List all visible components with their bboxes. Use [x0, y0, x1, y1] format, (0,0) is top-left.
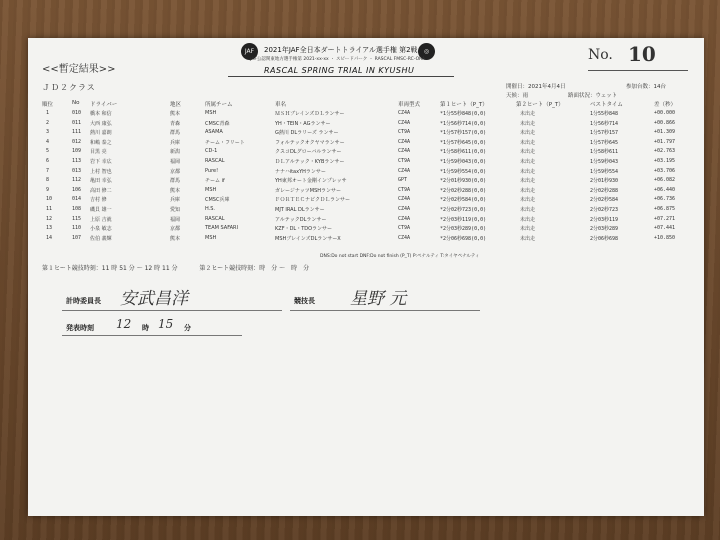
car-number-cell: 115	[72, 215, 82, 222]
rank-cell: 3	[46, 129, 50, 136]
car-name-cell: クスコDLグローバルランサー	[275, 149, 342, 156]
heat1-cell: *2分03秒119(0,0)	[440, 216, 487, 223]
heat2-cell: 未出走	[520, 120, 536, 127]
club-logo-icon: ◎	[418, 43, 435, 60]
divider	[588, 70, 688, 71]
driver-cell: 佐伯 義輝	[90, 235, 112, 242]
signature-line	[62, 310, 282, 311]
rank-cell: 12	[46, 215, 53, 222]
diff-cell: +06.440	[654, 186, 676, 193]
car-name-cell: ＤＬアルテック・KYBランサー	[275, 159, 345, 165]
car-name-cell: YH・TEIN・AGランサー	[275, 120, 331, 127]
diff-cell: +01.797	[654, 138, 676, 145]
heat2-cell: 未出走	[520, 159, 536, 165]
col-heat1-header: 第１ヒート（P_T）	[440, 102, 488, 108]
rank-cell: 10	[46, 196, 53, 203]
best-time-cell: 2分03秒289	[590, 226, 619, 233]
rank-cell: 14	[46, 234, 53, 241]
car-number-cell: 013	[72, 167, 82, 174]
model-cell: CZ4A	[398, 234, 411, 241]
page-number-label: No.	[588, 47, 613, 63]
timing-chief-signature: 安武昌洋	[120, 289, 188, 309]
model-cell: CZ4A	[398, 119, 411, 126]
class-name: ＪＤ２クラス	[42, 83, 96, 92]
area-cell: 兵庫	[170, 139, 181, 146]
legend-note: DNS:Do not start DNF:Do not finish (P_T) P:ペナルティ T:タイヤペナルティ	[320, 254, 480, 259]
model-cell: CZ4A	[398, 138, 411, 145]
best-time-cell: 1分59秒043	[590, 159, 619, 165]
car-number-cell: 109	[72, 148, 82, 155]
heat1-cell: *1分59秒043(0,0)	[440, 159, 487, 165]
area-cell: 京都	[170, 226, 181, 233]
best-time-cell: 2分02秒723	[590, 207, 619, 213]
area-cell: 熊本	[170, 235, 181, 242]
col-car-header: 車名	[275, 102, 287, 108]
area-cell: 熊本	[170, 111, 181, 117]
divider	[228, 76, 454, 77]
team-cell: CD-1	[205, 148, 218, 155]
area-cell: 愛知	[170, 207, 181, 213]
col-model-header: 車両型式	[398, 102, 421, 108]
team-cell: Pure!	[205, 167, 219, 174]
heat1-cell: *2分02秒584(0,0)	[440, 197, 487, 204]
heat2-cell: 未出走	[520, 235, 536, 242]
heat1-cell: *2分02秒288(0,0)	[440, 187, 487, 194]
jaf-logo-icon: JAF	[241, 43, 258, 60]
heat2-cell: 未出走	[520, 130, 536, 137]
car-number-cell: 110	[72, 225, 82, 232]
event-subtitle: JAF公認関東地方選手権第 2021-xx-xx ・ スピードパーク ・ RASCAL FMSC-RC-ORA	[250, 57, 426, 62]
driver-cell: 和嶋 泰之	[90, 139, 112, 146]
col-best-header: ベストタイム	[590, 102, 623, 108]
rank-cell: 4	[46, 138, 50, 145]
heat2-cell: 未出走	[520, 187, 536, 194]
event-english-title: RASCAL SPRING TRIAL IN KYUSHU	[264, 66, 415, 75]
diff-cell: +00.866	[654, 119, 676, 126]
col-heat2-header: 第２ヒート（P_T）	[516, 102, 564, 108]
driver-cell: 熱川 嘉朗	[90, 130, 112, 137]
date-value: 2021年4月4日	[528, 84, 566, 90]
diff-cell: +02.763	[654, 148, 676, 155]
car-name-cell: ガレージナッツMSHランサー	[275, 187, 342, 194]
driver-cell: 上原 吉就	[90, 216, 112, 223]
release-hour-unit: 時	[142, 324, 149, 332]
entry-count	[626, 82, 666, 90]
car-name-cell: KZF・DL・TDOランサー	[275, 226, 333, 233]
best-time-cell: 1分57秒157	[590, 130, 619, 137]
car-name-cell: G熱川 DLラリーズ ランサー	[275, 130, 339, 137]
heat2-cell: 未出走	[520, 197, 536, 204]
rank-cell: 7	[46, 167, 50, 174]
model-cell: GPT	[398, 177, 408, 184]
car-name-cell: ＭＳＨブレインズＤＬランサー	[275, 111, 345, 117]
car-number-cell: 108	[72, 206, 82, 212]
team-cell: チーム・フリート	[205, 139, 245, 146]
driver-cell: 上村 智也	[90, 168, 112, 175]
driver-cell: 岩下 幸広	[90, 159, 112, 165]
team-cell: MSH	[205, 110, 217, 116]
diff-cell: +00.000	[654, 110, 676, 116]
heat1-cell: *2分01秒930(0,0)	[440, 178, 487, 185]
model-cell: CZ4A	[398, 110, 411, 116]
heat1-cell: *2分02秒723(0,0)	[440, 207, 487, 213]
release-minute-unit: 分	[184, 324, 191, 332]
heat2-cell: 未出走	[520, 207, 536, 213]
best-time-cell: 2分06秒698	[590, 235, 619, 242]
heat2-cell: 未出走	[520, 139, 536, 146]
driver-cell: 高田 修二	[90, 187, 112, 194]
road-label: 路面状況：	[568, 93, 596, 99]
model-cell: CT9A	[398, 158, 411, 164]
diff-cell: +01.309	[654, 129, 676, 136]
model-cell: CT9A	[398, 186, 411, 193]
weather-label: 天候：	[506, 93, 523, 99]
heat1-cell: *2分03秒289(0,0)	[440, 226, 487, 233]
provisional-results-title: <<暫定結果>>	[42, 64, 116, 75]
weather-value: 雨	[522, 93, 529, 99]
model-cell: CT9A	[398, 129, 411, 136]
rank-cell: 6	[46, 158, 50, 164]
team-cell: TEAM SAFARI	[205, 225, 239, 232]
heat-times	[42, 263, 309, 272]
team-cell: H.S.	[205, 206, 216, 212]
area-cell: 新潟	[170, 149, 181, 156]
col-driver-header: ドライバー	[90, 102, 118, 108]
heat1-time-value: 11 時 51 分 〜 12 時 11 分	[101, 265, 178, 272]
driver-cell: 磯貝 雄一	[90, 207, 112, 213]
car-name-cell: ナナハitaxYHランサー	[275, 168, 326, 175]
heat2-time-label: 第２ヒート競技時刻：	[199, 265, 260, 272]
best-time-cell: 1分56秒714	[590, 120, 619, 127]
release-minute: 15	[158, 317, 174, 331]
signature-line	[290, 310, 480, 311]
car-number-cell: 011	[72, 119, 82, 126]
car-number-cell: 111	[72, 129, 82, 136]
heat2-cell: 未出走	[520, 178, 536, 185]
driver-cell: 橋本 和信	[90, 111, 112, 117]
car-number-cell: 014	[72, 196, 82, 203]
rank-cell: 5	[46, 148, 50, 155]
heat2-cell: 未出走	[520, 216, 536, 223]
diff-cell: +03.706	[654, 167, 676, 174]
race-director-signature: 星野 元	[350, 289, 407, 309]
signature-line	[62, 335, 242, 336]
driver-cell: 亀田 幸弘	[90, 178, 112, 185]
best-time-cell: 2分01秒930	[590, 178, 619, 185]
entries-value: 14台	[653, 84, 667, 90]
car-number-cell: 107	[72, 234, 82, 241]
col-no-header: No	[72, 100, 80, 106]
diff-cell: +07.441	[654, 225, 676, 232]
diff-cell: +10.850	[654, 234, 676, 241]
model-cell: CZ4A	[398, 148, 411, 155]
area-cell: 兵庫	[170, 197, 181, 204]
best-time-cell: 2分02秒288	[590, 187, 619, 194]
heat1-cell: *2分06秒698(0,0)	[440, 235, 487, 242]
model-cell: CZ4A	[398, 215, 411, 222]
model-cell: CZ4A	[398, 206, 411, 212]
page-number	[588, 44, 688, 68]
car-number-cell: 112	[72, 177, 82, 184]
col-diff-header: 差（秒）	[654, 102, 677, 108]
car-name-cell: フォルテックオクヤマランサー	[275, 139, 345, 146]
model-cell: CZ4A	[398, 167, 411, 174]
col-rank-header: 順位	[42, 102, 54, 108]
rank-cell: 2	[46, 119, 50, 126]
diff-cell: +03.195	[654, 158, 676, 164]
heat1-cell: *1分55秒848(0,0)	[440, 111, 487, 117]
team-cell: ASAMA	[205, 129, 223, 136]
weather	[506, 91, 528, 99]
car-number-cell: 106	[72, 186, 82, 193]
area-cell: 京都	[170, 168, 181, 175]
heat1-cell: *1分58秒611(0,0)	[440, 149, 487, 156]
results-sheet	[28, 38, 704, 516]
area-cell: 青森	[170, 120, 181, 127]
car-name-cell: YH東邦オート金剛インプレッサ	[275, 178, 347, 185]
rank-cell: 9	[46, 186, 50, 193]
heat1-cell: *1分57秒157(0,0)	[440, 130, 487, 137]
heat1-cell: *1分59秒554(0,0)	[440, 168, 487, 175]
area-cell: 群馬	[170, 178, 181, 185]
car-number-cell: 113	[72, 158, 82, 164]
team-cell: RASCAL	[205, 215, 225, 222]
driver-cell: 大西 康弘	[90, 120, 112, 127]
road-condition	[568, 91, 617, 99]
best-time-cell: 2分02秒584	[590, 197, 619, 204]
diff-cell: +06.082	[654, 177, 676, 184]
car-name-cell: ＦＯＲＴＥＣナビクＤＬランサー	[275, 197, 351, 204]
driver-cell: 目黒 亮	[90, 149, 107, 156]
team-cell: MSH	[205, 186, 217, 193]
diff-cell: +07.271	[654, 215, 676, 222]
driver-cell: 小泉 敏志	[90, 226, 112, 233]
model-cell: CT9A	[398, 225, 411, 232]
car-name-cell: MSHブレインズDLランサーX	[275, 235, 341, 242]
car-number-cell: 010	[72, 110, 82, 116]
area-cell: 熊本	[170, 187, 181, 194]
best-time-cell: 1分57秒645	[590, 139, 619, 146]
heat1-cell: *1分56秒714(0,0)	[440, 120, 487, 127]
event-title: 2021年JAF全日本ダートトライアル選手権 第2戦	[264, 46, 418, 54]
driver-cell: 吉村 修	[90, 197, 107, 204]
heat2-time-value: 時 分 〜 時 分	[259, 265, 310, 272]
rank-cell: 8	[46, 177, 50, 184]
date-label: 開催日：	[506, 84, 529, 90]
team-cell: RASCAL	[205, 158, 225, 164]
team-cell: CMSC兵庫	[205, 197, 230, 204]
model-cell: CZ4A	[398, 196, 411, 203]
heat2-cell: 未出走	[520, 149, 536, 156]
team-cell: MSH	[205, 234, 217, 241]
area-cell: 福岡	[170, 216, 181, 223]
rank-cell: 11	[46, 206, 53, 212]
col-team-header: 所属チーム	[205, 102, 233, 108]
heat1-time-label: 第１ヒート競技時刻：	[42, 265, 102, 272]
timing-chief-label: 計時委員長	[66, 297, 101, 305]
team-cell: チーム if	[205, 178, 225, 185]
col-area-header: 地区	[170, 102, 182, 108]
heat2-cell: 未出走	[520, 168, 536, 175]
best-time-cell: 2分03秒119	[590, 216, 619, 223]
heat2-cell: 未出走	[520, 226, 536, 233]
best-time-cell: 1分55秒848	[590, 111, 619, 117]
team-cell: CMSC青森	[205, 120, 230, 127]
car-name-cell: MJT IRAL DLランサー	[275, 207, 325, 213]
area-cell: 福岡	[170, 159, 181, 165]
page-number-value: 10	[628, 42, 656, 66]
race-director-label: 競技長	[294, 297, 315, 305]
road-value: ウェット	[595, 93, 618, 99]
best-time-cell: 1分58秒611	[590, 149, 619, 156]
best-time-cell: 1分59秒554	[590, 168, 619, 175]
car-number-cell: 012	[72, 138, 82, 145]
event-date	[506, 82, 566, 90]
diff-cell: +06.875	[654, 206, 676, 212]
area-cell: 群馬	[170, 130, 181, 137]
release-time-label: 発表時刻	[66, 324, 94, 332]
release-hour: 12	[116, 317, 132, 331]
heat1-cell: *1分57秒645(0,0)	[440, 139, 487, 146]
car-name-cell: アルテックDLランサー	[275, 216, 327, 223]
rank-cell: 13	[46, 225, 53, 232]
entries-label: 参加台数：	[626, 84, 654, 90]
diff-cell: +06.736	[654, 196, 676, 203]
heat2-cell: 未出走	[520, 111, 536, 117]
rank-cell: 1	[46, 110, 50, 116]
